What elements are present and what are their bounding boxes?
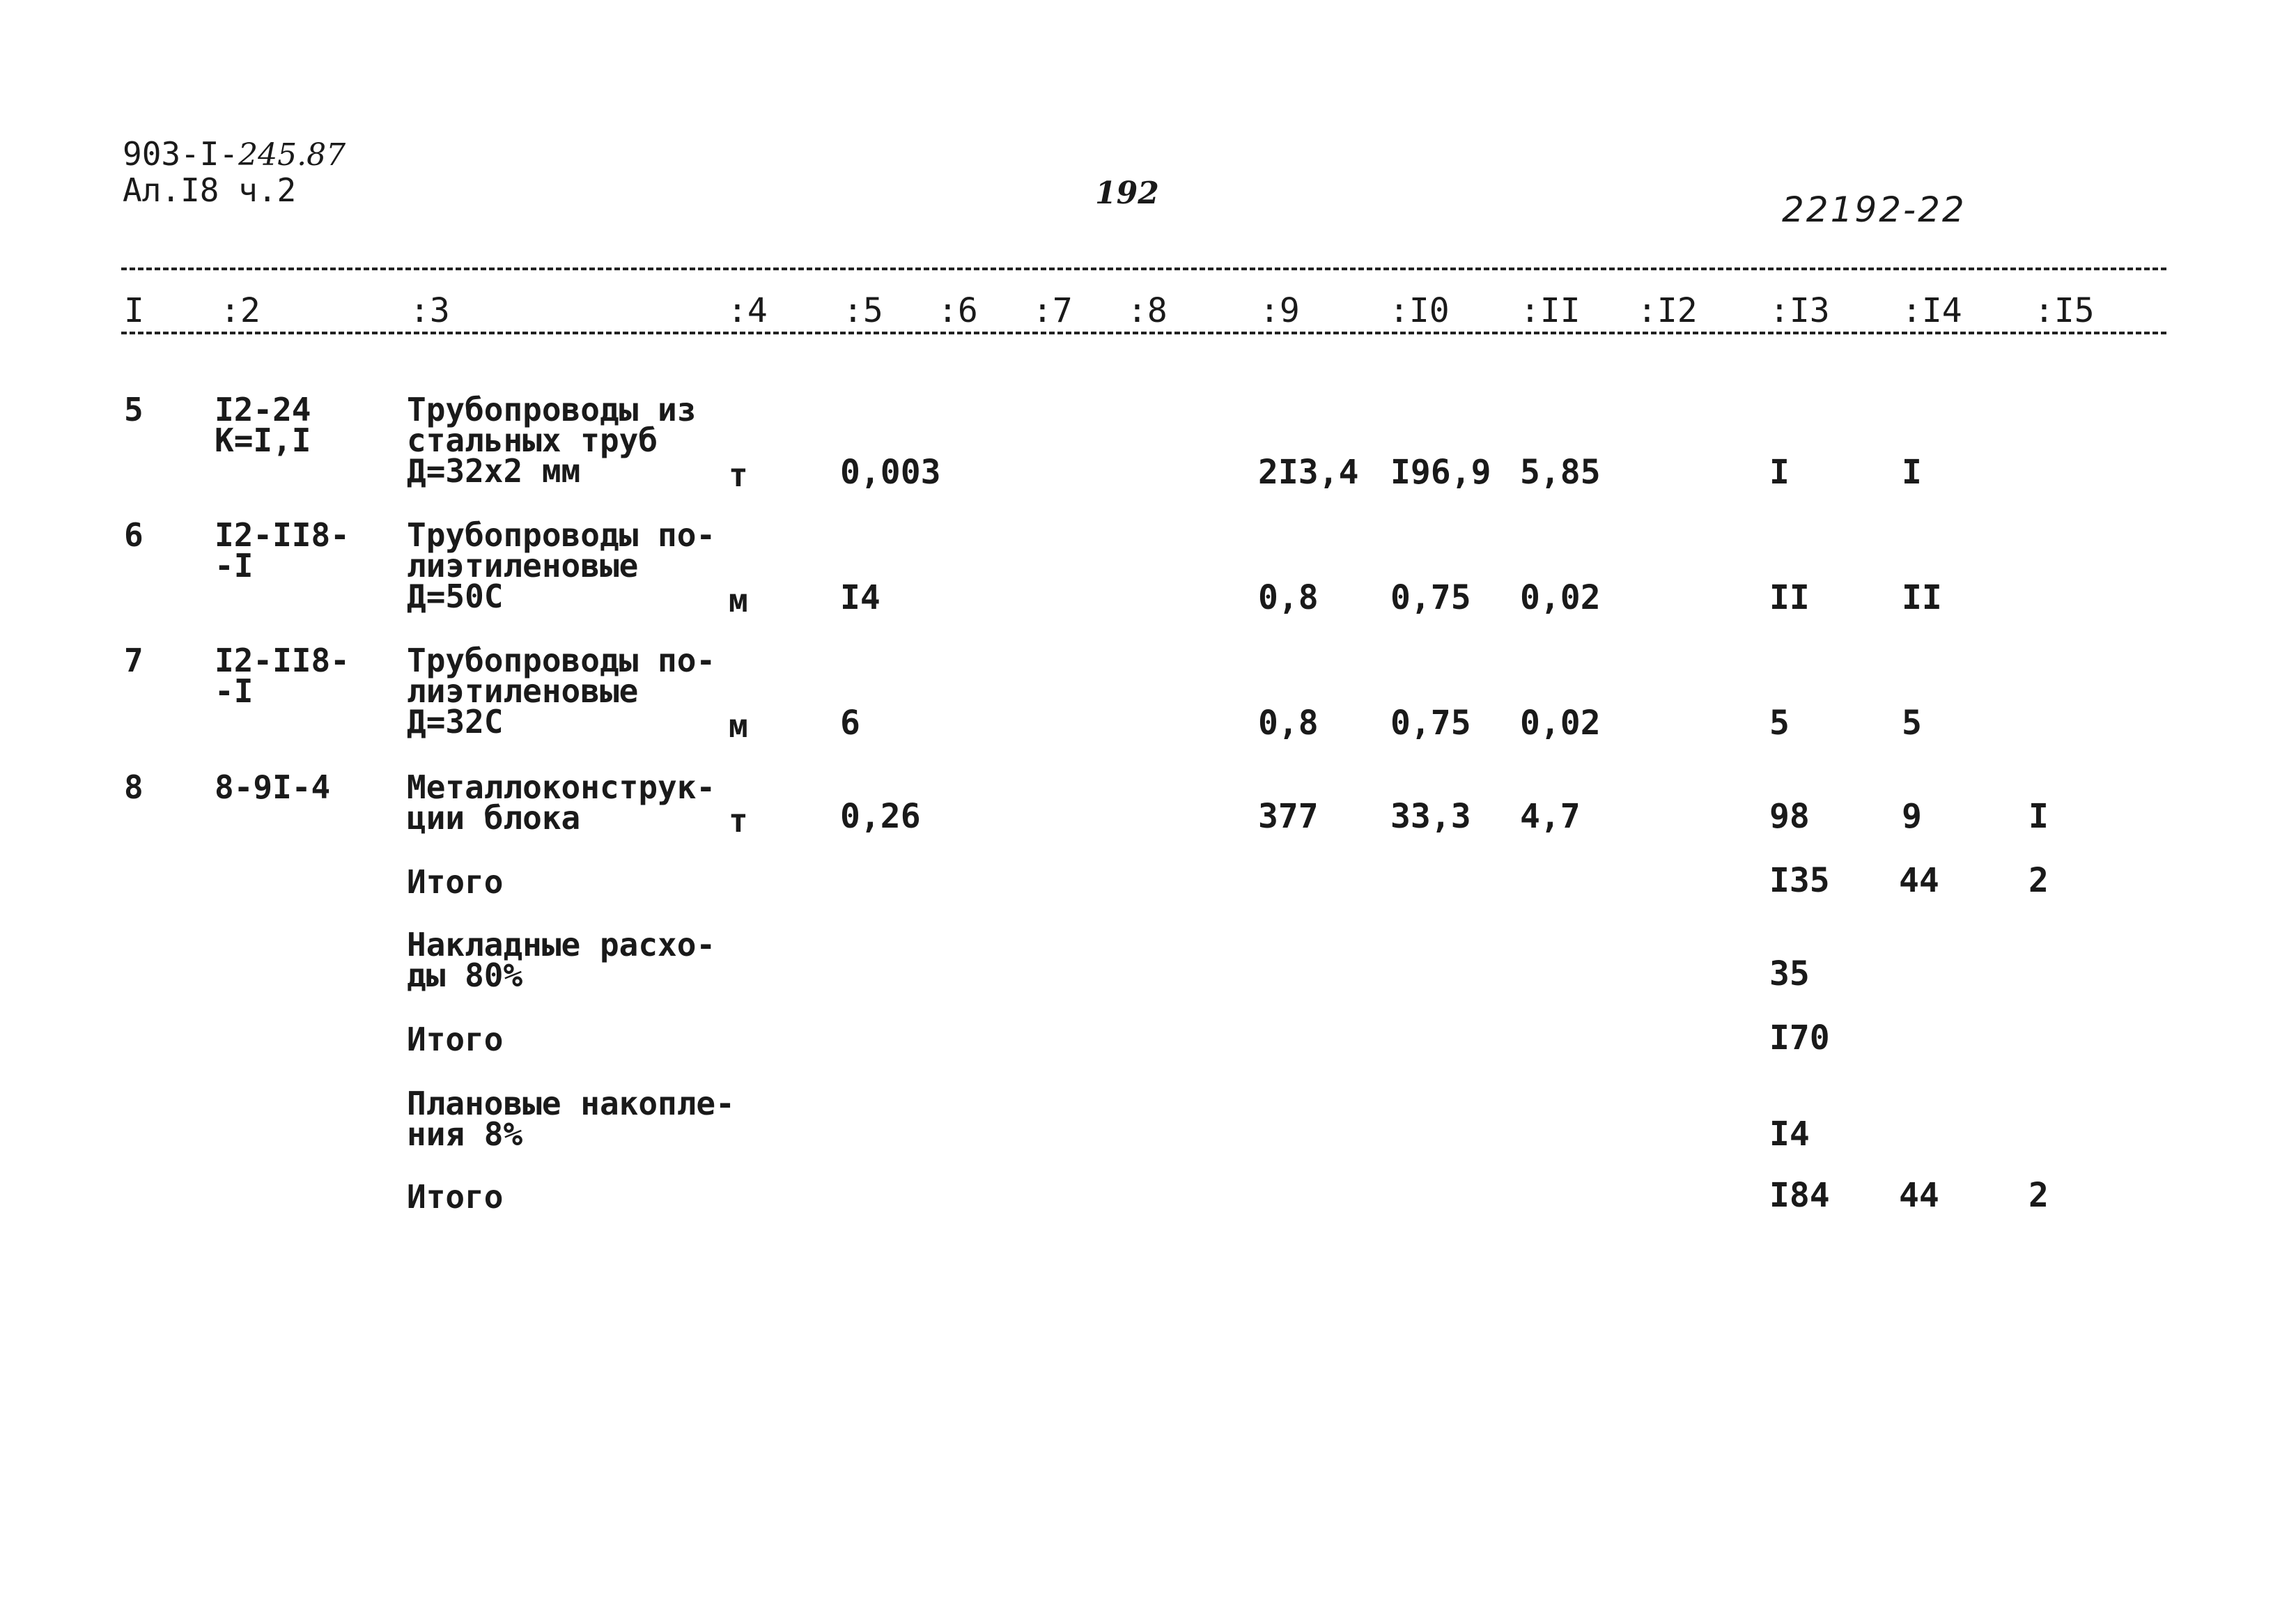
header-rule-top bbox=[121, 268, 2166, 270]
row-code: 8-9I-4 bbox=[215, 768, 331, 806]
overhead-col13: 35 bbox=[1769, 954, 1810, 993]
row-col10: 33,3 bbox=[1390, 797, 1471, 836]
column-header-1: I bbox=[124, 291, 144, 330]
row-number: 5 bbox=[124, 391, 144, 428]
row-col9: 0,8 bbox=[1258, 704, 1319, 743]
column-header-2: :2 bbox=[220, 291, 261, 330]
column-header-8: :8 bbox=[1127, 291, 1168, 330]
row-col14: II bbox=[1902, 578, 1942, 617]
row-col11: 0,02 bbox=[1520, 578, 1601, 617]
row-name: Трубопроводы по- лиэтиленовые Д=32С bbox=[407, 642, 716, 741]
row-col10: 0,75 bbox=[1390, 578, 1471, 617]
column-header-7: :7 bbox=[1032, 291, 1073, 330]
row-name: Металлоконструк- ции блока bbox=[407, 768, 716, 837]
row-col9: 2I3,4 bbox=[1258, 453, 1359, 492]
planned-savings-col13: I4 bbox=[1769, 1115, 1810, 1154]
row-col10: I96,9 bbox=[1390, 453, 1491, 492]
row-number: 6 bbox=[124, 516, 144, 554]
overhead-label: Накладные расхо- ды 80% bbox=[407, 926, 716, 994]
row-quantity: 0,003 bbox=[840, 453, 941, 492]
row-quantity: 0,26 bbox=[840, 797, 921, 836]
row-code: I2-II8- -I bbox=[215, 642, 350, 710]
total-label: Итого bbox=[407, 1021, 504, 1058]
document-code bbox=[123, 135, 346, 174]
row-name: Трубопроводы из стальных труб Д=32x2 мм bbox=[407, 391, 697, 490]
row-name: Трубопроводы по- лиэтиленовые Д=50С bbox=[407, 516, 716, 615]
row-col14: 5 bbox=[1902, 704, 1922, 743]
column-header-3: :3 bbox=[410, 291, 450, 330]
grand-total-col14: 44 bbox=[1899, 1176, 1939, 1215]
row-col13: 98 bbox=[1769, 797, 1810, 836]
row-code: I2-II8- -I bbox=[215, 516, 350, 584]
page-number: 192 bbox=[1095, 176, 1159, 211]
row-unit: м bbox=[729, 582, 748, 619]
column-header-6: :6 bbox=[938, 291, 978, 330]
column-header-10: :I0 bbox=[1389, 291, 1450, 330]
row-col13: I bbox=[1769, 453, 1790, 492]
row-col15: I bbox=[2029, 797, 2049, 836]
row-col14: I bbox=[1902, 453, 1922, 492]
row-number: 7 bbox=[124, 642, 144, 679]
row-col14: 9 bbox=[1902, 797, 1922, 836]
row-col10: 0,75 bbox=[1390, 704, 1471, 743]
column-header-11: :II bbox=[1520, 291, 1581, 330]
document-sheet: Ал.I8 ч.2 bbox=[123, 171, 297, 209]
column-header-12: :I2 bbox=[1637, 291, 1698, 330]
row-unit: м bbox=[729, 707, 748, 745]
column-header-5: :5 bbox=[843, 291, 883, 330]
row-unit: т bbox=[729, 802, 748, 839]
column-header-9: :9 bbox=[1259, 291, 1300, 330]
column-header-15: :I5 bbox=[2034, 291, 2095, 330]
row-col11: 5,85 bbox=[1520, 453, 1601, 492]
planned-savings-label: Плановые накопле- ния 8% bbox=[407, 1085, 735, 1153]
row-col9: 377 bbox=[1258, 797, 1319, 836]
row-unit: т bbox=[729, 456, 748, 494]
row-col11: 0,02 bbox=[1520, 704, 1601, 743]
column-header-13: :I3 bbox=[1769, 291, 1830, 330]
registry-code: 22192-22 bbox=[1782, 189, 1967, 230]
total-col13: I70 bbox=[1769, 1018, 1830, 1058]
row-col13: 5 bbox=[1769, 704, 1790, 743]
row-col13: II bbox=[1769, 578, 1810, 617]
column-header-14: :I4 bbox=[1902, 291, 1962, 330]
total-label: Итого bbox=[407, 863, 504, 901]
total-col13: I35 bbox=[1769, 861, 1830, 900]
row-quantity: I4 bbox=[840, 578, 881, 617]
row-quantity: 6 bbox=[840, 704, 860, 743]
document-code-handwritten: 245.87 bbox=[238, 137, 346, 173]
document-code-prefix: 903-I- bbox=[123, 135, 239, 173]
grand-total-col13: I84 bbox=[1769, 1176, 1830, 1215]
row-number: 8 bbox=[124, 768, 144, 806]
row-col9: 0,8 bbox=[1258, 578, 1319, 617]
total-col15: 2 bbox=[2029, 861, 2049, 900]
row-col11: 4,7 bbox=[1520, 797, 1581, 836]
grand-total-col15: 2 bbox=[2029, 1176, 2049, 1215]
column-header-4: :4 bbox=[727, 291, 768, 330]
header-rule-bottom bbox=[121, 332, 2166, 334]
total-col14: 44 bbox=[1899, 861, 1939, 900]
grand-total-label: Итого bbox=[407, 1178, 504, 1216]
row-code: I2-24 К=I,I bbox=[215, 391, 311, 459]
